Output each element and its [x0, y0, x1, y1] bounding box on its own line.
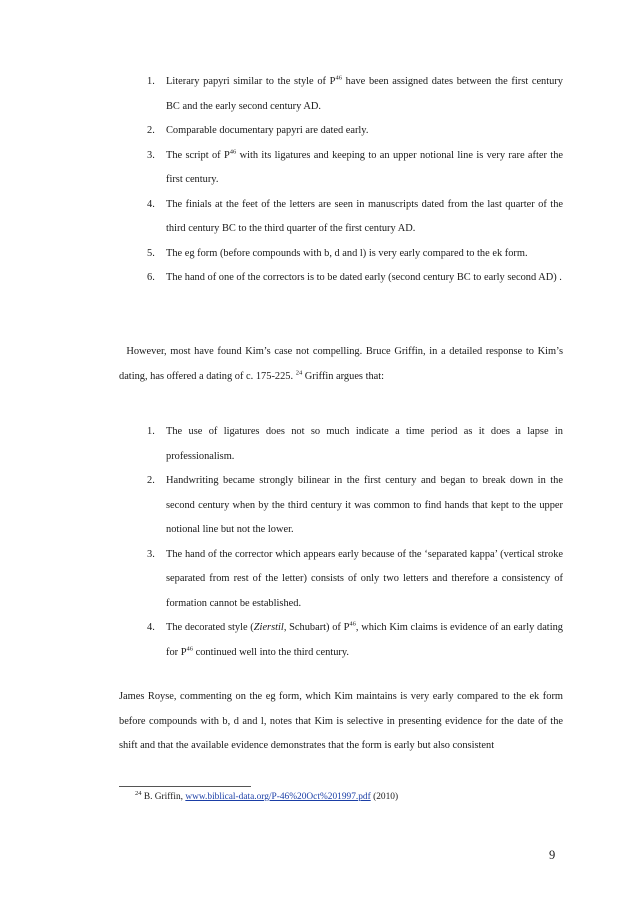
list-item-text: The use of ligatures does not so much indicate a time period as it does a lapse in professionalism.: [166, 426, 563, 462]
list-item-number: 6.: [147, 272, 155, 283]
list-item-text: The hand of one of the correctors is to be dated early (second century BC to early second AD) .: [166, 272, 562, 283]
list-item-text: Literary papyri similar to the style of $P^{46}$ have been assigned dates between the first century BC and the early second century AD.: [166, 74, 563, 112]
list-item-text: The finials at the feet of the letters are seen in manuscripts dated from the last quarter of the third century BC to the third quarter of the first century AD.: [166, 198, 563, 234]
list-item: [0, 144, 638, 193]
list-item: [0, 469, 638, 543]
footnote-link[interactable]: www.biblical-data.org/P-46%20Oct%201997.pdf: [185, 792, 371, 802]
list-item-text: The decorated style (Zierstil, Schubart) of $P^{46}$, which Kim claims is evidence of an early dating for $P^{46}$ continued well into the third century.: [166, 620, 563, 658]
list-item: [0, 543, 638, 617]
list-item-number: 4.: [147, 622, 155, 633]
footnote-marker: 24: [135, 789, 142, 797]
list-item: [0, 266, 638, 291]
superscript: 46: [349, 620, 356, 628]
griffin-intro-paragraph: However, most have found Kim’s case not compelling. Bruce Griffin, in a detailed response to Kim’s dating, has offered a dating of c. 175-225. $^{24}$ Griffin argues that:: [119, 346, 563, 382]
superscript: 46: [186, 645, 193, 653]
superscript: 46: [335, 74, 342, 82]
italic-term: Zierstil: [253, 622, 284, 633]
royse-paragraph: James Royse, commenting on the eg form, which Kim maintains is very early compared to the ek form before compounds with b, d and l, notes that Kim is selective in presenting evidence for the date of the shift and that the available evidence demonstrates that the form is early but also consistent: [119, 691, 563, 751]
list-item: [0, 616, 638, 665]
list-item-text: Comparable documentary papyri are dated early.: [166, 125, 369, 136]
list-item-number: 3.: [147, 149, 155, 161]
list-item: [0, 119, 638, 144]
list-item-number: 3.: [147, 548, 155, 560]
griffin-arguments-list: [0, 420, 638, 665]
list-item-text: Handwriting became strongly bilinear in the first century and began to break down in the second century when by the third century it was common to find hands that kept to the upper notional line but not the lower.: [166, 475, 563, 535]
list-item-number: 5.: [147, 247, 155, 259]
list-item: [0, 70, 638, 119]
list-item-number: 2.: [147, 475, 155, 486]
superscript: 46: [229, 148, 237, 156]
page-number: 9: [549, 848, 556, 862]
footnote-reference: 24: [295, 369, 303, 377]
list-item-number: 1.: [147, 426, 155, 437]
list-item-text: The script of $P^{46}$ with its ligatures and keeping to an upper notional line is very rare after the first century.: [166, 148, 564, 185]
list-item: [0, 242, 638, 267]
list-item: [0, 420, 638, 469]
footnote-divider: [119, 786, 251, 787]
list-item-text: The hand of the corrector which appears early because of the ‘separated kappa’ (vertical stroke separated from rest of the letter) consists of only two letters and therefore a consistency of formation cannot be established.: [166, 548, 563, 609]
list-item-text: The eg form (before compounds with b, d and l) is very early compared to the ek form.: [166, 247, 528, 259]
kim-arguments-list: [0, 70, 638, 291]
footnote: $^{24}$ B. Griffin, www.biblical-data.org/P-46%20Oct%201997.pdf (2010): [135, 789, 399, 802]
list-item: [0, 193, 638, 242]
list-item-number: 4.: [147, 198, 155, 210]
list-item-number: 1.: [147, 76, 155, 87]
list-item-number: 2.: [147, 125, 155, 136]
